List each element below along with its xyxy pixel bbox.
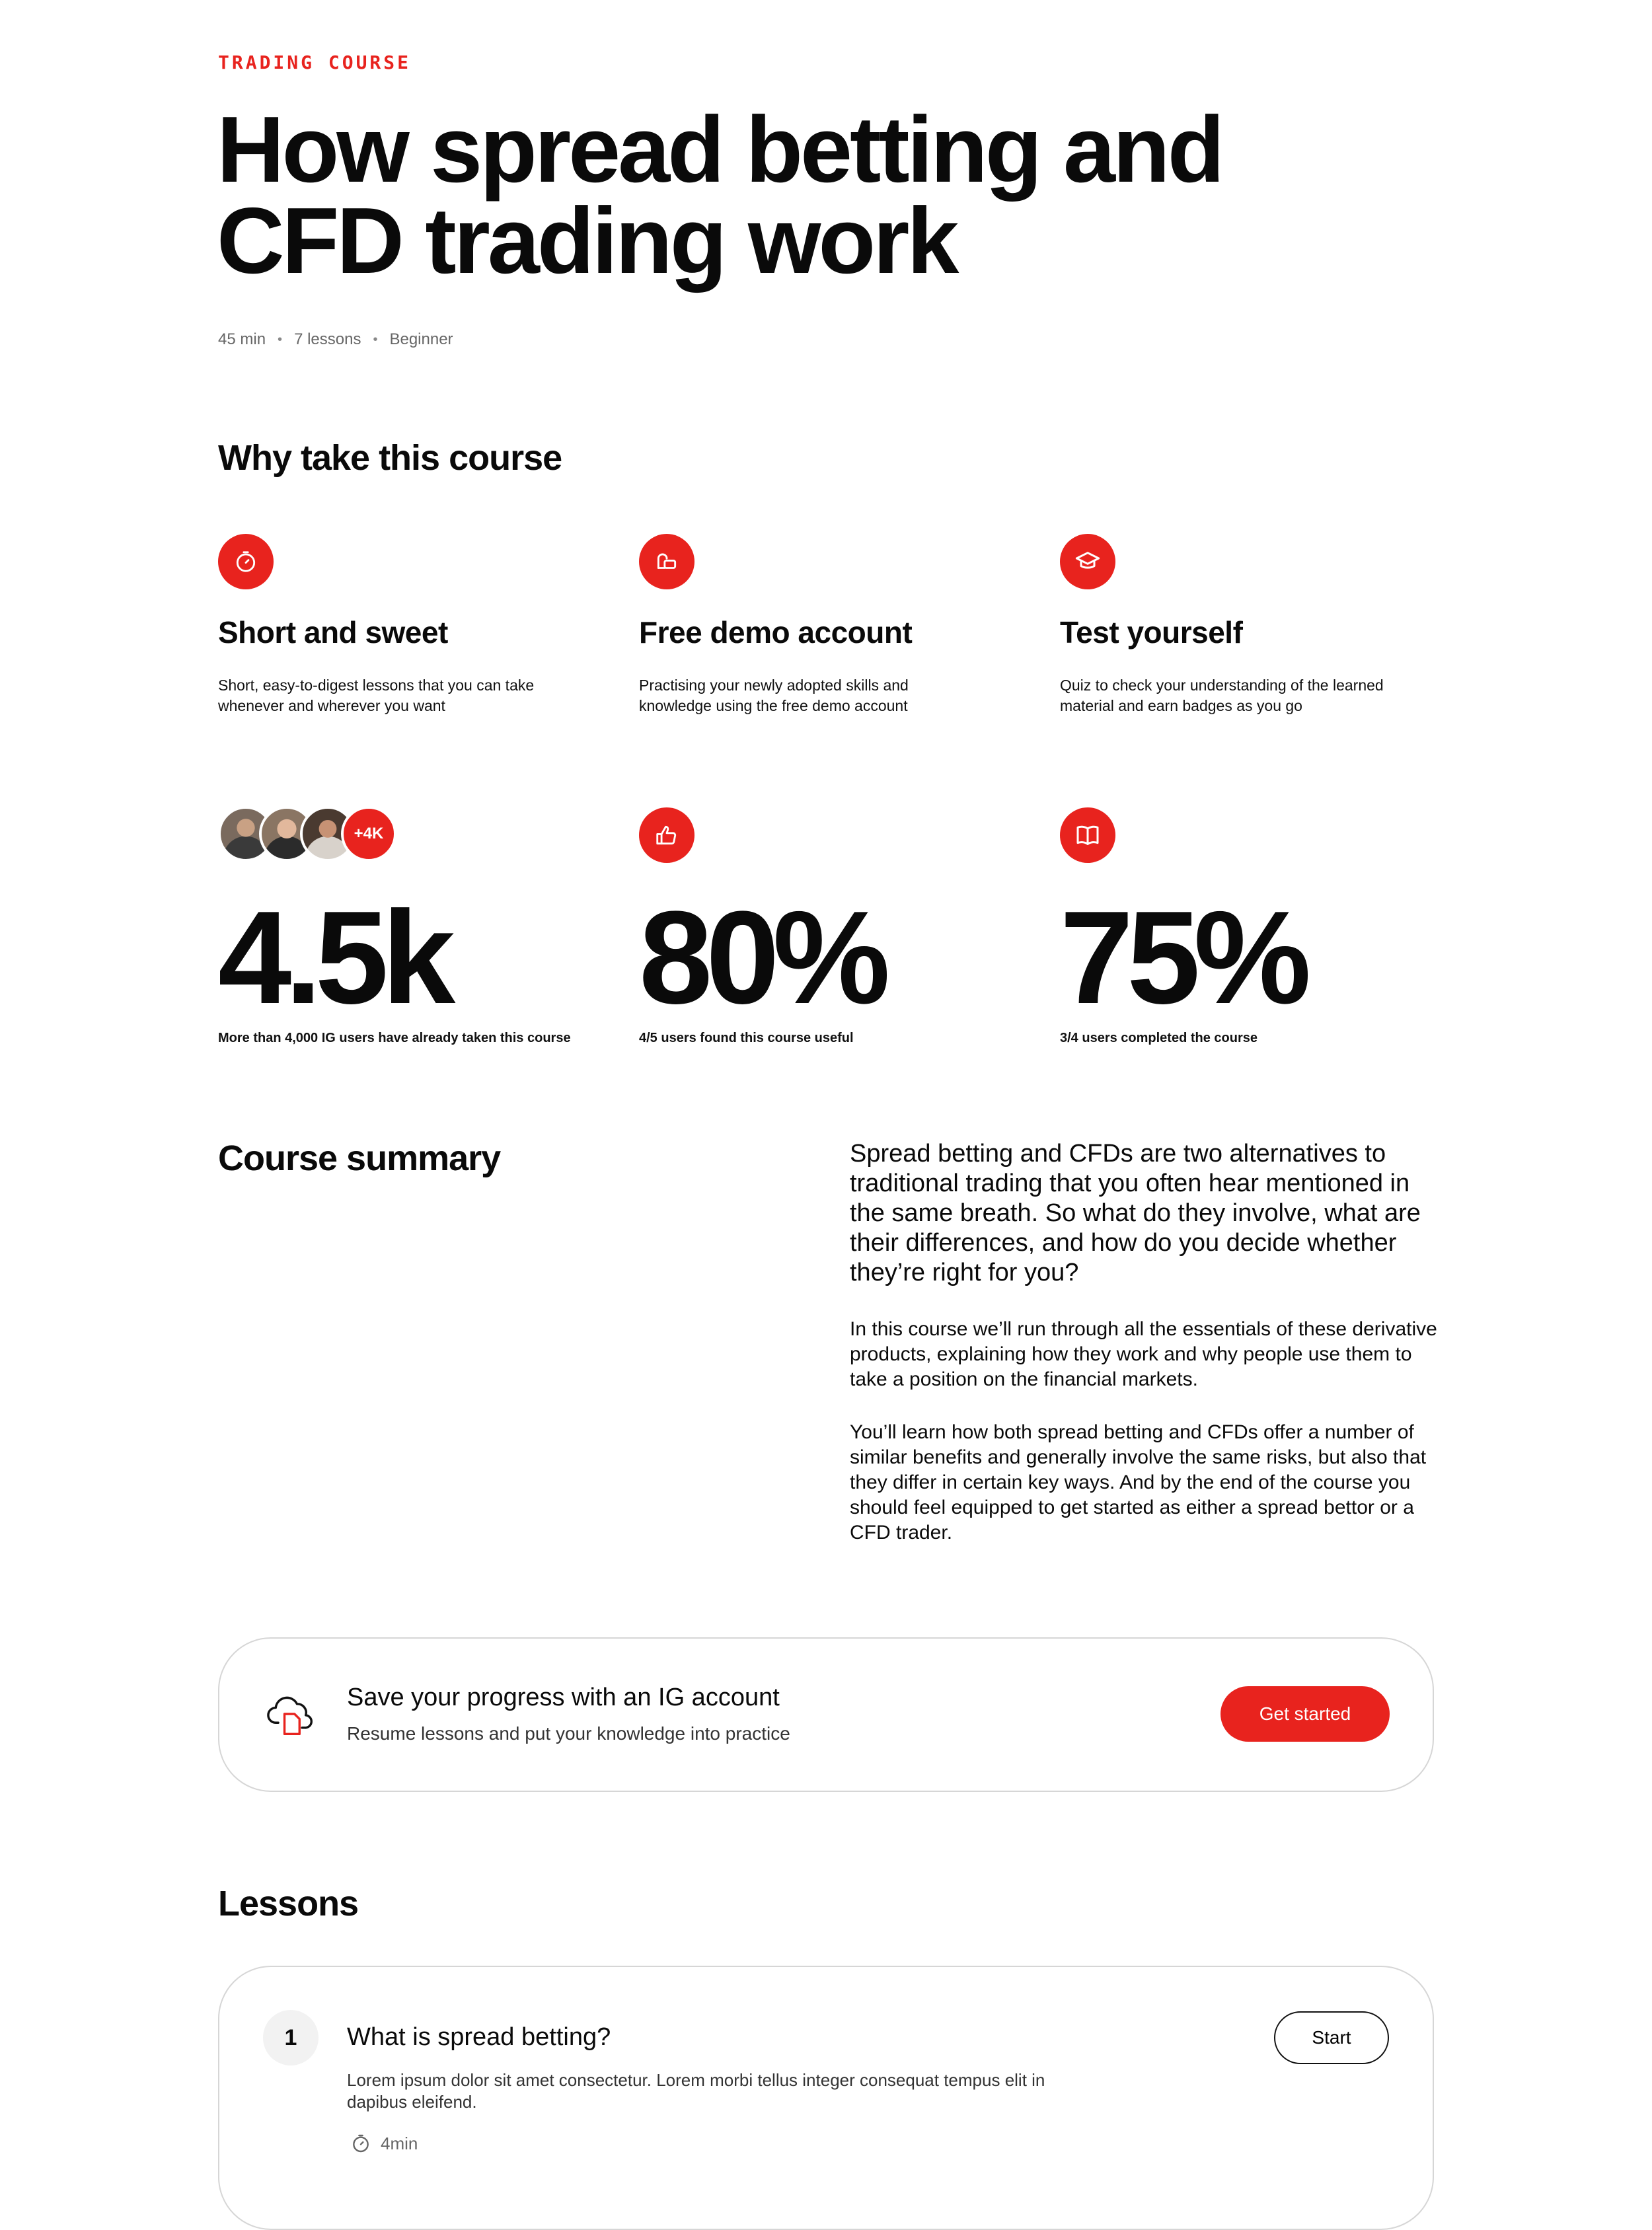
get-started-button[interactable]: Get started: [1220, 1686, 1390, 1742]
summary-paragraph: You’ll learn how both spread betting and CFDs offer a number of similar benefits and generally involve the same risks, but also that they differ in certain key ways. And by the end of the course you should feel equipped to get started as either a spread bettor or a CFD trader.: [850, 1421, 1427, 1543]
summary-section-title: Course summary: [218, 1138, 501, 1178]
summary-lead: Spread betting and CFDs are two alternatives to traditional trading that you often hear mentioned in the same breath. So what do they involve, what are their differences, and how do you decide whether they’re right for you?: [850, 1140, 1421, 1286]
feature-description: Short, easy-to-digest lessons that you can take whenever and wherever you want: [218, 677, 535, 714]
stopwatch-icon: [350, 2133, 371, 2154]
feature-title: Short and sweet: [218, 615, 448, 650]
page-title: [217, 97, 1340, 293]
user-avatars: [218, 806, 396, 862]
why-section-title: Why take this course: [218, 438, 562, 478]
page-title-line-1: How spread betting and: [217, 97, 1222, 202]
course-duration: 45 min: [218, 330, 266, 348]
lesson-number: 1: [263, 2010, 319, 2065]
stat-value: 4.5k: [218, 884, 449, 1031]
course-lesson-count: 7 lessons: [294, 330, 361, 348]
cloud-document-icon: [266, 1690, 316, 1741]
course-meta: [218, 330, 453, 349]
demo-account-icon: [639, 534, 695, 589]
summary-paragraph: In this course we’ll run through all the essentials of these derivative products, explaining how they work and why people use them to take a position on the financial markets.: [850, 1318, 1437, 1390]
lesson-duration: [350, 2133, 418, 2154]
course-eyebrow: TRADING COURSE: [218, 52, 412, 73]
lesson-duration-label: 4min: [381, 2133, 418, 2153]
graduation-cap-icon: [1060, 534, 1115, 589]
cta-title: Save your progress with an IG account: [347, 1684, 780, 1711]
feature-title: Free demo account: [639, 615, 913, 650]
feature-description: Practising your newly adopted skills and knowledge using the free demo account: [639, 677, 909, 714]
stopwatch-icon: [218, 534, 274, 589]
course-level: Beginner: [389, 330, 453, 348]
stat-description: 4/5 users found this course useful: [639, 1031, 854, 1045]
stat-description: 3/4 users completed the course: [1060, 1031, 1258, 1045]
page-title-line-2: CFD trading work: [217, 188, 957, 293]
stat-value: 75%: [1060, 884, 1305, 1031]
avatar-more-badge: +4K: [341, 806, 396, 862]
lesson-title: What is spread betting?: [347, 2023, 611, 2051]
cta-subtitle: Resume lessons and put your knowledge into practice: [347, 1723, 790, 1744]
meta-separator: •: [278, 332, 283, 347]
lesson-description: Lorem ipsum dolor sit amet consectetur. Lorem morbi tellus integer consequat tempus elit in dapibus eleifend.: [347, 2070, 1045, 2112]
thumbs-up-icon: [639, 807, 695, 863]
feature-description: Quiz to check your understanding of the learned material and earn badges as you go: [1060, 677, 1384, 714]
start-lesson-button[interactable]: Start: [1274, 2011, 1389, 2064]
open-book-icon: [1060, 807, 1115, 863]
feature-title: Test yourself: [1060, 615, 1243, 650]
meta-separator: •: [373, 332, 378, 347]
stat-value: 80%: [639, 884, 884, 1031]
lessons-section-title: Lessons: [218, 1884, 359, 1923]
stat-description: More than 4,000 IG users have already taken this course: [218, 1031, 571, 1045]
